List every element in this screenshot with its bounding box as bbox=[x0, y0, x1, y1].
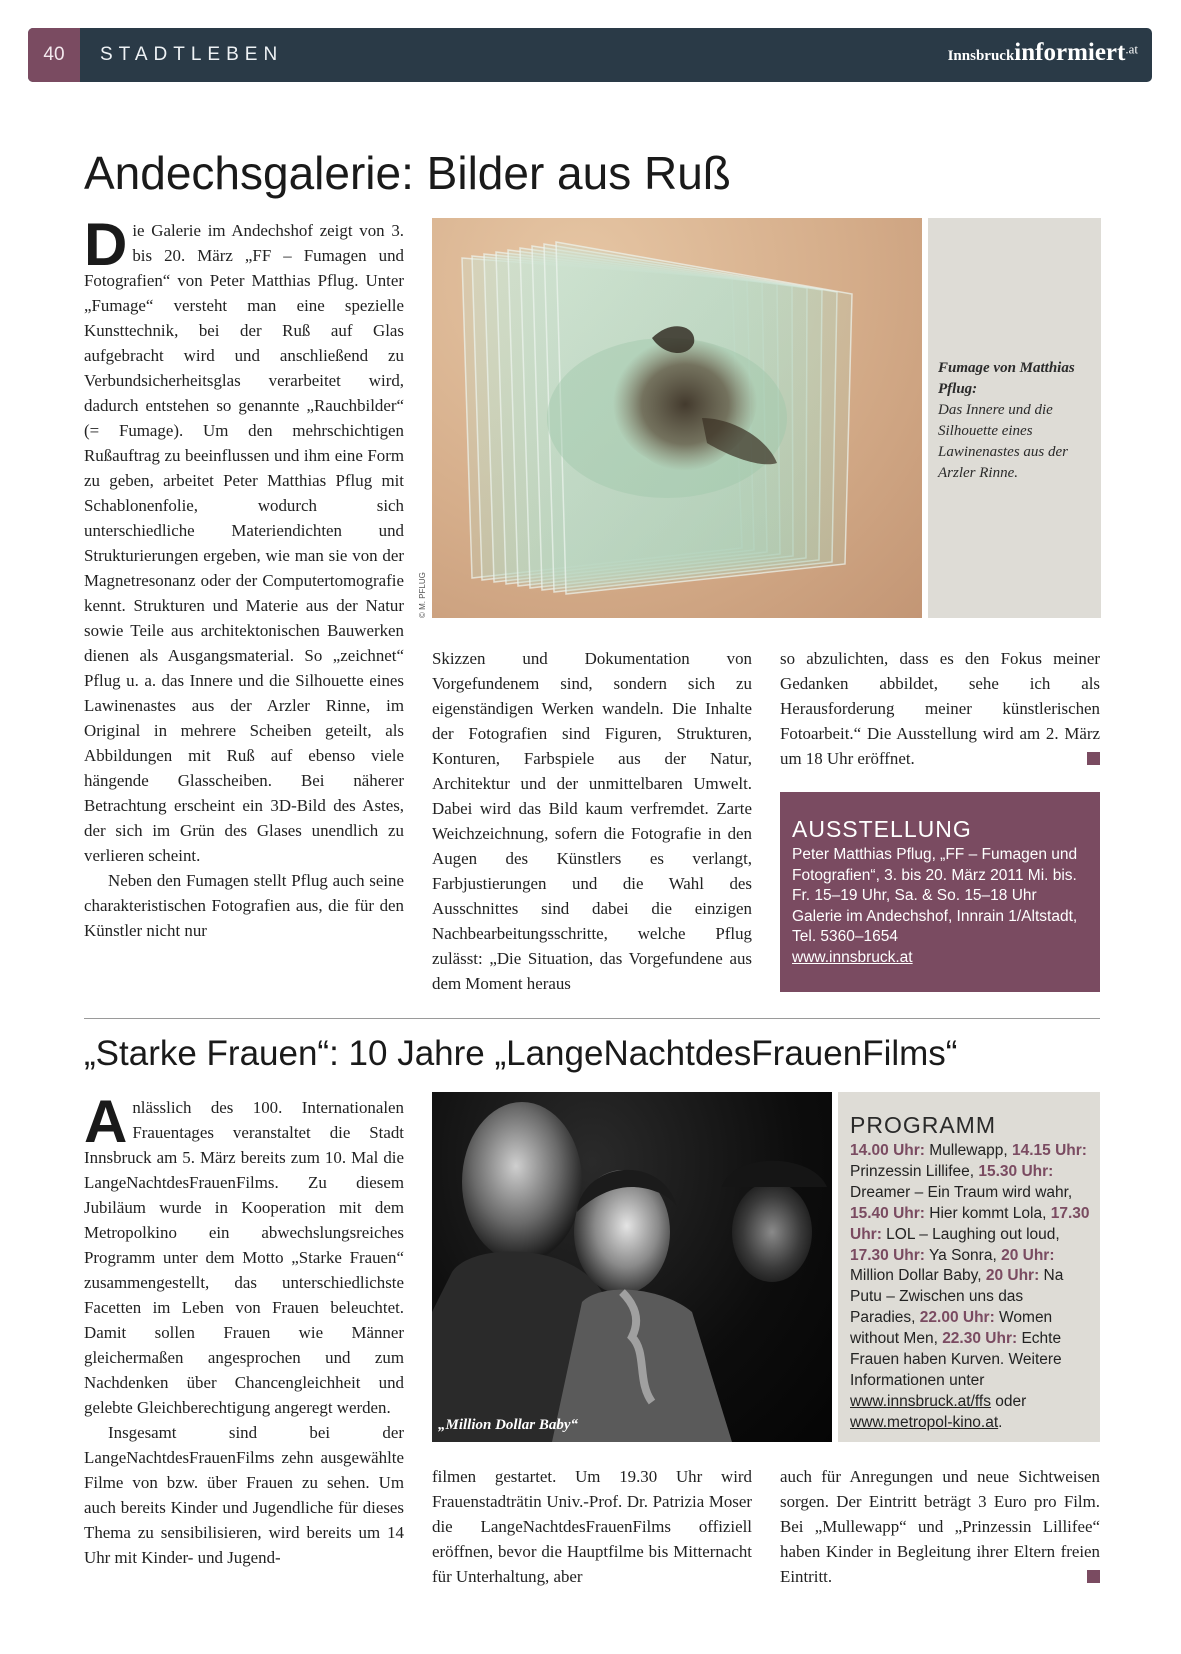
article2-col3-p1: auch für Anregungen und neue Sichtweisen sorgen. Der Eintritt beträgt 3 Euro pro Film. Bei „Mullewapp“ und „Prinzessin Lillifee“ haben Kinder in Begleitung ihrer Eltern freien Eintritt. bbox=[780, 1467, 1100, 1586]
exhibition-box-text: Peter Matthias Pflug, „FF – Fumagen und Fotografien“, 3. bis 20. März 2011 Mi. bis. Fr. 15–19 Uhr, Sa. & So. 15–18 Uhr Galerie im Andechshof, Innrain 1/Altstadt, Tel. 5360–1654 bbox=[792, 846, 1078, 945]
program-time: 22.00 Uhr: bbox=[919, 1309, 995, 1327]
article1-title: Andechsgalerie: Bilder aus Ruß bbox=[84, 147, 731, 199]
program-box bbox=[838, 1092, 1100, 1442]
caption-title: Fumage von Matthias Pflug: bbox=[938, 360, 1075, 397]
program-time: 15.30 Uhr: bbox=[978, 1162, 1054, 1180]
program-film: Mullewapp, bbox=[924, 1142, 1012, 1159]
brand-at: .at bbox=[1125, 41, 1138, 57]
brand-logo bbox=[948, 39, 1138, 67]
program-film: Ya Sonra, bbox=[924, 1246, 1002, 1264]
film-caption: „Million Dollar Baby“ bbox=[438, 1417, 579, 1433]
article2-col1-p2: Insgesamt sind bei der LangeNachtdesFrauenFilms zehn ausgewählte Filme von bzw. über Frauen zu sehen. Um auch bereits Kinder und Jugendliche für dieses Thema zu sensibilisieren, wird bereits um 14 Uhr mit Kinder- und Jugend- bbox=[84, 1423, 404, 1567]
article2-column-3 bbox=[780, 1464, 1100, 1589]
film-still-drawing bbox=[432, 1092, 832, 1442]
program-film: Prinzessin Lillifee, bbox=[850, 1162, 979, 1180]
fumage-photo-drawing bbox=[432, 218, 922, 618]
article2-column-1 bbox=[84, 1088, 404, 1570]
article2-col2-p1: filmen gestartet. Um 19.30 Uhr wird Frauenstadträtin Univ.-Prof. Dr. Patrizia Moser die LangeNachtdesFrauenFilms offiziell eröffnen, bevor die Hauptfilme bis Mitternacht für Unterhaltung, aber bbox=[432, 1467, 752, 1586]
program-end: . bbox=[998, 1413, 1003, 1431]
article1-col2-p1: Skizzen und Dokumentation von Vorgefundenem sind, sondern sich zu eigenständigen Werken wandeln. Die Inhalte der Fotografien sind Figuren, Strukturen, Konturen, Farbspiele aus der Natur, Architektur und der unmittelbaren Umwelt. Dabei wird das Bild kaum verfremdet. Zarte Weichzeichnung, sofern die Fotografie in den Augen des Künstlers es verlangt, Farbjustierungen und die Wahl des Ausschnittes sind dabei die einzigen Nachbearbeitungsschritte, welche Pflug zulässt: „Die Situation, das Vorgefundene aus dem Moment heraus bbox=[432, 649, 752, 993]
program-film: Na Putu – Zwischen uns das Paradies, bbox=[850, 1267, 1064, 1327]
article2-dropcap: A bbox=[84, 1088, 128, 1155]
program-time: 17.30 Uhr: bbox=[850, 1204, 1090, 1243]
program-link-innsbruck[interactable]: www.innsbruck.at/ffs bbox=[850, 1392, 991, 1410]
program-time: 14.15 Uhr: bbox=[1011, 1142, 1087, 1159]
page-header bbox=[28, 28, 1152, 82]
exhibition-link[interactable]: www.innsbruck.at bbox=[792, 948, 913, 966]
article2-col1-p1: nlässlich des 100. Internationalen Frauentages veranstaltet die Stadt Innsbruck am 5. März bereits zum 10. Mal die LangeNachtdesFrauenFilms. Zu diesem Jubiläum wurde in Kooperation mit dem Metropolkino ein abwechslungsreiches Programm unter dem Motto „Starke Frauen“ zusammengestellt, das unterschiedlichste Facetten im Leben von Frauen beleuchtet. Damit sollen Frauen wie Männer gleichermaßen angesprochen und zum Nachdenken über Chancengleichheit und gelebte Gleichberechtigung angeregt werden. bbox=[84, 1098, 404, 1417]
program-box-title: PROGRAMM bbox=[850, 1112, 996, 1138]
caption-text: Das Innere und die Silhouette eines Lawinenastes aus der Arzler Rinne. bbox=[938, 402, 1069, 481]
fumage-photo bbox=[432, 218, 922, 618]
article1-column-1 bbox=[84, 211, 404, 943]
article1-col3-p1: so abzulichten, dass es den Fokus meiner Gedanken abbildet, sehe ich als Herausforderung meiner künstlerischen Fotoarbeit.“ Die Ausstellung wird am 2. März um 18 Uhr eröffnet. bbox=[780, 649, 1100, 768]
brand-informiert: informiert bbox=[1014, 39, 1126, 66]
brand-innsbruck: Innsbruck bbox=[947, 48, 1015, 64]
page-number: 40 bbox=[28, 28, 80, 82]
section-label: STADTLEBEN bbox=[100, 44, 284, 65]
article2-column-2 bbox=[432, 1464, 752, 1589]
article1-column-2 bbox=[432, 646, 752, 996]
program-film: Hier kommt Lola, bbox=[924, 1204, 1051, 1222]
program-time: 14.00 Uhr: bbox=[850, 1142, 925, 1159]
program-film: Women without Men, bbox=[850, 1309, 1053, 1348]
film-still-photo bbox=[432, 1092, 832, 1442]
program-film: Echte Frauen haben Kurven. bbox=[850, 1330, 1062, 1369]
program-time: 20 Uhr: bbox=[1001, 1246, 1055, 1264]
article1-col1-p2: Neben den Fumagen stellt Pflug auch seine charakteristischen Fotografien aus, die für den Künstler nicht nur bbox=[84, 871, 404, 940]
program-link-metropol[interactable]: www.metropol-kino.at bbox=[850, 1413, 999, 1431]
end-mark bbox=[1087, 1570, 1100, 1583]
program-time: 17.30 Uhr: bbox=[850, 1246, 925, 1264]
article1-col1-p1: ie Galerie im Andechshof zeigt von 3. bis 20. März „FF – Fumagen und Fotografien“ von Peter Matthias Pflug. Unter „Fumage“ versteht man eine spezielle Kunsttechnik, bei der Ruß auf Glas aufgebracht wird und anschließend zu Verbundsicherheitsglas verarbeitet wird, dadurch entstehen so genannte „Rauchbilder“ (= Fumage). Um den mehrschichtigen Rußauftrag zu beeinflussen und ihm eine Form zu geben, arbeitet Peter Matthias Pflug mit Schablonenfolie, wodurch sich unterschiedliche Materiendichten und Strukturierungen ergeben, wie man sie von der Magnetresonanz oder der Computertomografie kennt. Strukturen und Materie aus der Natur sowie Teile aus architektonischen Bauwerken dienen als Ausgangsmaterial. So „zeichnet“ Pflug u. a. das Innere und die Silhouette eines Lawinenastes aus der Arzler Rinne, im Original in mehrere Scheiben geteilt, als Abbildungen mit Ruß auf ebenso viele hängende Glasscheiben. Bei näherer Betrachtung erscheint ein 3D-Bild des Astes, der sich im Grün des Glases unendlich zu verlieren scheint. bbox=[84, 221, 404, 865]
article-divider bbox=[84, 1018, 1100, 1019]
program-film: Dreamer – Ein Traum wird wahr, bbox=[850, 1183, 1073, 1201]
end-mark bbox=[1087, 752, 1100, 765]
program-more: Weitere Informationen unter bbox=[850, 1351, 1062, 1389]
program-or: oder bbox=[991, 1392, 1027, 1410]
program-time: 22.30 Uhr: bbox=[942, 1330, 1018, 1348]
article1-dropcap: D bbox=[84, 211, 128, 278]
article1-column-3 bbox=[780, 646, 1100, 771]
program-film: Million Dollar Baby, bbox=[850, 1267, 986, 1285]
fumage-caption bbox=[938, 358, 1098, 484]
exhibition-box-title: AUSSTELLUNG bbox=[792, 816, 972, 842]
program-time: 20 Uhr: bbox=[985, 1267, 1040, 1285]
program-time: 15.40 Uhr: bbox=[850, 1204, 925, 1222]
program-film: LOL – Laughing out loud, bbox=[881, 1225, 1060, 1243]
program-text bbox=[850, 1141, 1090, 1434]
article2-title: „Starke Frauen“: 10 Jahre „LangeNachtdesFrauenFilms“ bbox=[84, 1034, 958, 1073]
exhibition-info-box bbox=[780, 792, 1100, 992]
photo-credit: © M. PFLUG bbox=[418, 572, 427, 618]
